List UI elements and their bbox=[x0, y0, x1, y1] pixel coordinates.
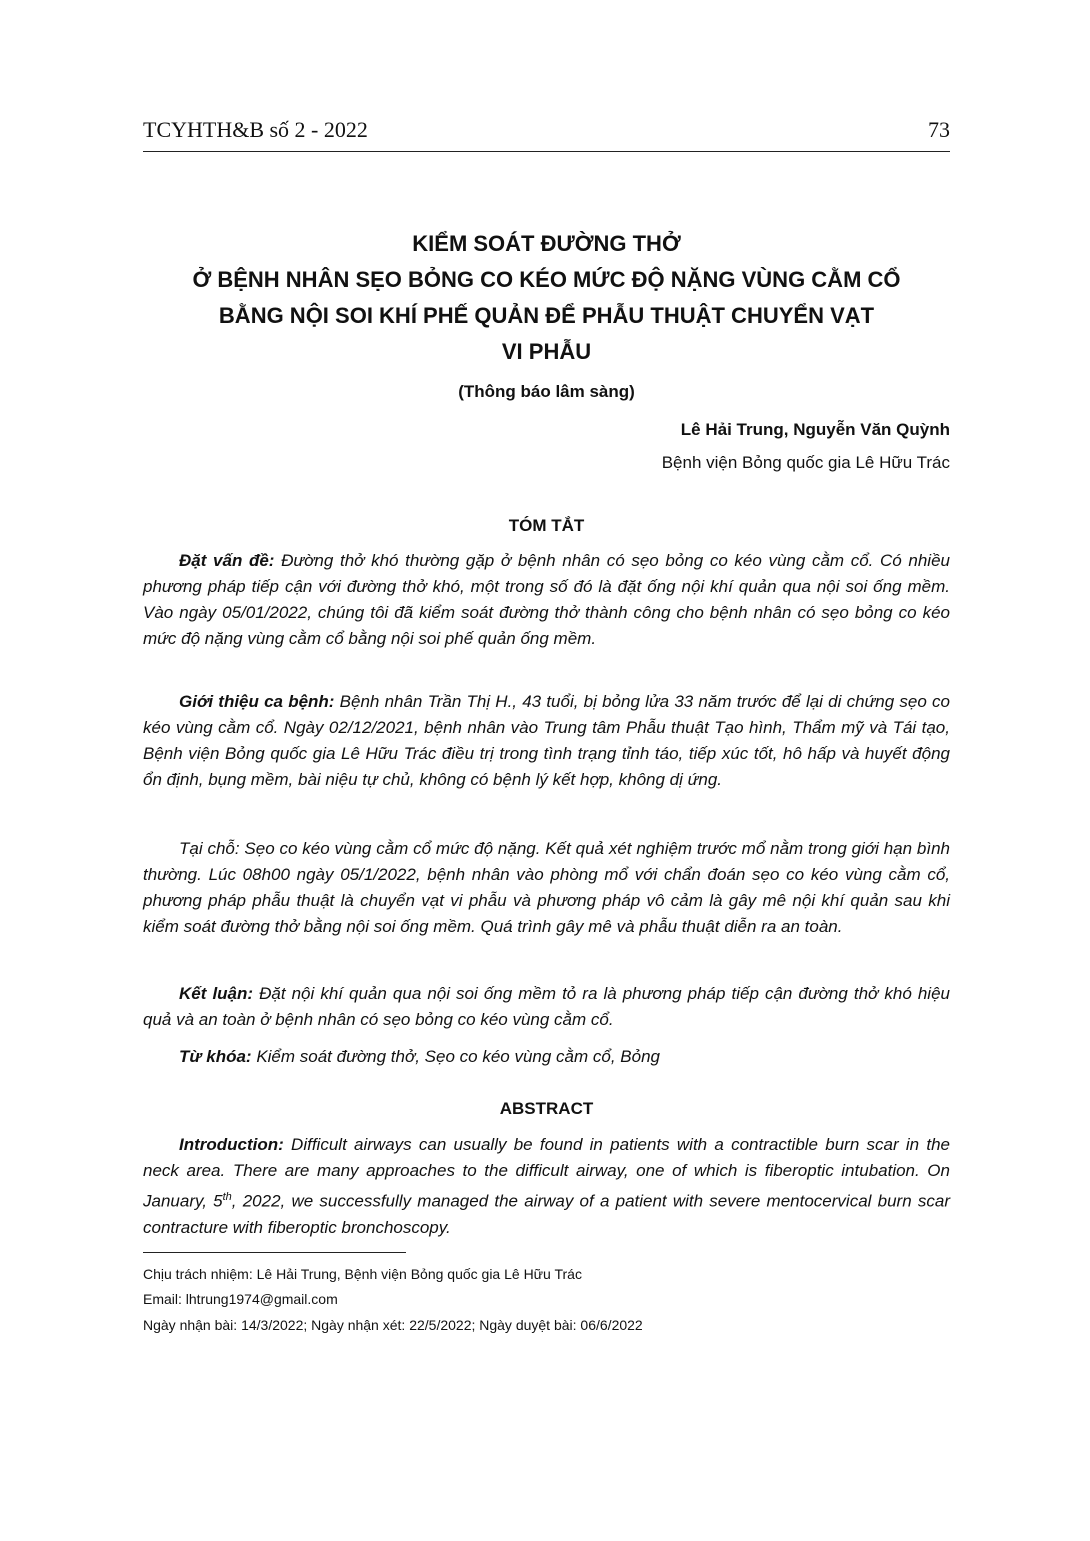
introduction-text-b: , 2022, we successfully managed the airway of a patient with severe mentocervical burn scar contracture with fiberoptic bronchoscopy. bbox=[143, 1191, 950, 1237]
footnote-email: Email: lhtrung1974@gmail.com bbox=[143, 1291, 338, 1307]
case-text: Bệnh nhân Trần Thị H., 43 tuổi, bị bỏng lửa 33 năm trước để lại di chứng sẹo co kéo vùng cằm cổ. Ngày 02/12/2021, bệnh nhân vào Trung tâm Phẫu thuật Tạo hình, Thẩm mỹ và Tái tạo, Bệnh viện Bỏng quốc gia Lê Hữu Trác điều trị trong tình trạng tỉnh táo, tiếp xúc tốt, hô hấp và huyết động ổn định, bụng mềm, bài niệu tự chủ, không có bệnh lý kết hợp, không dị ứng. bbox=[143, 692, 950, 789]
summary-keywords-paragraph bbox=[143, 1044, 950, 1070]
page-number: 73 bbox=[928, 117, 950, 142]
title-line-3: BẰNG NỘI SOI KHÍ PHẾ QUẢN ĐỂ PHẪU THUẬT CHUYỂN VẠT bbox=[218, 303, 875, 328]
footnote-dates: Ngày nhận bài: 14/3/2022; Ngày nhận xét: 22/5/2022; Ngày duyệt bài: 06/6/2022 bbox=[143, 1317, 643, 1333]
authors: Lê Hải Trung, Nguyễn Văn Quỳnh bbox=[680, 420, 950, 439]
local-text: Tại chỗ: Sẹo co kéo vùng cằm cổ mức độ nặng. Kết quả xét nghiệm trước mổ nằm trong giới hạn bình thường. Lúc 08h00 ngày 05/1/2022, bệnh nhân vào phòng mổ với chẩn đoán sẹo co kéo vùng cằm cổ, phương pháp phẫu thuật là chuyển vạt vi phẫu và phương pháp vô cảm là gây mê nội khí quản sau khi kiểm soát đường thở bằng nội soi ống mềm. Quá trình gây mê và phẫu thuật diễn ra an toàn. bbox=[143, 839, 950, 936]
case-label: Giới thiệu ca bệnh: bbox=[179, 692, 335, 711]
title-line-4: VI PHẪU bbox=[501, 339, 592, 364]
conclusion-text: Đặt nội khí quản qua nội soi ống mềm tỏ ra là phương pháp tiếp cận đường thở khó hiệu quả và an toàn ở bệnh nhân có sẹo bỏng co kéo vùng cằm cổ. bbox=[143, 984, 950, 1029]
background-label: Đặt vấn đề: bbox=[179, 551, 275, 570]
running-header bbox=[143, 117, 950, 152]
title-line-2: Ở BỆNH NHÂN SẸO BỎNG CO KÉO MỨC ĐỘ NẶNG VÙNG CẰM CỔ bbox=[192, 267, 901, 292]
footnote-responsible: Chịu trách nhiệm: Lê Hải Trung, Bệnh viện Bỏng quốc gia Lê Hữu Trác bbox=[143, 1266, 582, 1282]
background-text: Đường thở khó thường gặp ở bệnh nhân có sẹo bỏng co kéo vùng cằm cổ. Có nhiều phương pháp tiếp cận với đường thở khó, một trong số đó là đặt ống nội khí quản qua nội soi ống mềm. Vào ngày 05/01/2022, chúng tôi đã kiểm soát đường thở thành công cho bệnh nhân có sẹo bỏng co kéo mức độ nặng vùng cằm cổ bằng nội soi phế quản ống mềm. bbox=[143, 551, 950, 648]
ordinal-suffix: th bbox=[222, 1191, 232, 1203]
article-title bbox=[143, 226, 950, 370]
title-line-1: KIỂM SOÁT ĐƯỜNG THỞ bbox=[412, 231, 681, 256]
keywords-label: Từ khóa: bbox=[179, 1047, 252, 1066]
summary-conclusion-paragraph bbox=[143, 981, 950, 1033]
summary-background-paragraph bbox=[143, 548, 950, 652]
footnote-divider bbox=[143, 1252, 406, 1253]
introduction-label: Introduction: bbox=[179, 1135, 284, 1154]
affiliation: Bệnh viện Bỏng quốc gia Lê Hữu Trác bbox=[661, 453, 950, 472]
journal-issue: TCYHTH&B số 2 - 2022 bbox=[143, 117, 368, 142]
abstract-heading: ABSTRACT bbox=[499, 1099, 594, 1118]
keywords-text: Kiểm soát đường thở, Sẹo co kéo vùng cằm cổ, Bỏng bbox=[251, 1047, 660, 1066]
summary-case-paragraph bbox=[143, 689, 950, 793]
summary-heading: TÓM TẮT bbox=[508, 516, 585, 535]
conclusion-label: Kết luận: bbox=[179, 984, 254, 1003]
summary-local-paragraph bbox=[143, 836, 950, 940]
abstract-introduction-paragraph bbox=[143, 1132, 950, 1241]
article-type: (Thông báo lâm sàng) bbox=[458, 382, 635, 401]
introduction-text-a: Difficult airways can usually be found in patients with a contractible burn scar in the neck area. There are many approaches to the difficult airway, one of which is fiberoptic intubation. On January, 5 bbox=[143, 1135, 950, 1211]
